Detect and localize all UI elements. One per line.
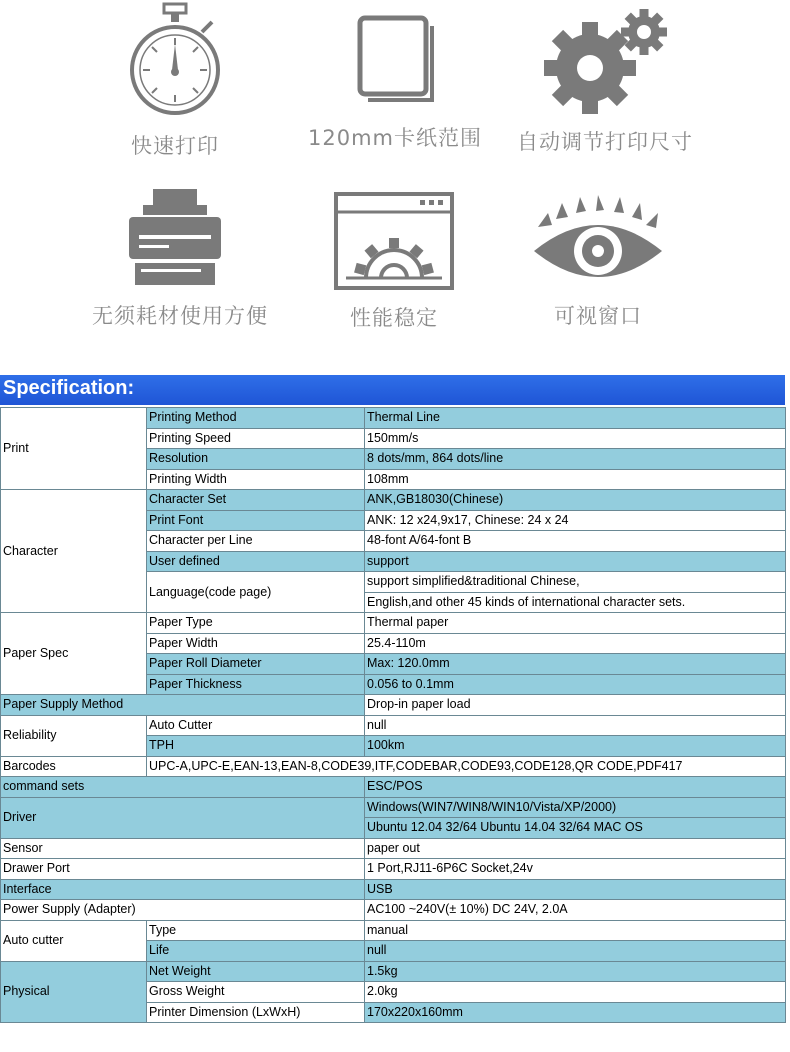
spec-value: Windows(WIN7/WIN8/WIN10/Vista/XP/2000)	[365, 797, 786, 818]
spec-label: Print Font	[147, 510, 365, 531]
spec-value: manual	[365, 920, 786, 941]
spec-value: Ubuntu 12.04 32/64 Ubuntu 14.04 32/64 MAC OS	[365, 818, 786, 839]
spec-value: ESC/POS	[365, 777, 786, 798]
spec-label: Paper Roll Diameter	[147, 654, 365, 675]
spec-label: Printing Width	[147, 469, 365, 490]
spec-label: Resolution	[147, 449, 365, 470]
group-cell: Paper Spec	[1, 613, 147, 695]
feature-icons-section	[0, 0, 790, 365]
spec-value: 2.0kg	[365, 982, 786, 1003]
spec-label: Paper Width	[147, 633, 365, 654]
spec-label: Character Set	[147, 490, 365, 511]
feature-label: 性能稳定	[350, 306, 438, 330]
feature-auto-adjust	[475, 6, 735, 156]
group-cell: Character	[1, 490, 147, 613]
table-row	[1, 715, 786, 736]
spec-value: null	[365, 715, 786, 736]
feature-label: 无须耗材使用方便	[92, 304, 268, 328]
spec-value: Thermal Line	[365, 408, 786, 429]
table-row	[1, 920, 786, 941]
stopwatch-icon	[120, 2, 230, 120]
spec-label: Driver	[1, 797, 365, 838]
group-cell: Reliability	[1, 715, 147, 756]
feature-label: 自动调节打印尺寸	[517, 130, 693, 154]
spec-value: AC100 ~240V(± 10%) DC 24V, 2.0A	[365, 900, 786, 921]
window-gear-icon	[332, 190, 456, 292]
spec-label: Paper Thickness	[147, 674, 365, 695]
feature-label: 可视窗口	[554, 304, 642, 328]
spec-value: 100km	[365, 736, 786, 757]
spec-label: Interface	[1, 879, 365, 900]
spec-value: support simplified&traditional Chinese,	[365, 572, 786, 593]
spec-label: Barcodes	[1, 756, 147, 777]
spec-label: Paper Supply Method	[1, 695, 365, 716]
printer-icon	[125, 185, 235, 290]
spec-value: Thermal paper	[365, 613, 786, 634]
spec-label: User defined	[147, 551, 365, 572]
table-row	[1, 900, 786, 921]
gears-icon	[530, 6, 680, 116]
spec-label: Gross Weight	[147, 982, 365, 1003]
spec-value: paper out	[365, 838, 786, 859]
table-row	[1, 838, 786, 859]
spec-value: UPC-A,UPC-E,EAN-13,EAN-8,CODE39,ITF,CODEBAR,CODE93,CODE128,QR CODE,PDF417	[147, 756, 786, 777]
spec-value: 170x220x160mm	[365, 1002, 786, 1023]
feature-label: 快速打印	[131, 134, 219, 158]
table-row	[1, 797, 786, 818]
spec-label: Net Weight	[147, 961, 365, 982]
table-row	[1, 777, 786, 798]
table-row	[1, 490, 786, 511]
table-row	[1, 879, 786, 900]
spec-label: Power Supply (Adapter)	[1, 900, 365, 921]
group-cell: Print	[1, 408, 147, 490]
spec-label: Paper Type	[147, 613, 365, 634]
spec-value: 25.4-110m	[365, 633, 786, 654]
spec-value: USB	[365, 879, 786, 900]
spec-label: Character per Line	[147, 531, 365, 552]
spec-label: Type	[147, 920, 365, 941]
spec-value: 48-font A/64-font B	[365, 531, 786, 552]
eye-icon	[528, 195, 668, 290]
spec-label: Sensor	[1, 838, 365, 859]
spec-label: Printing Speed	[147, 428, 365, 449]
spec-label: command sets	[1, 777, 365, 798]
feature-label: 120mm卡纸范围	[308, 126, 482, 150]
table-row	[1, 859, 786, 880]
spec-value: Drop-in paper load	[365, 695, 786, 716]
group-cell: Auto cutter	[1, 920, 147, 961]
spec-value: Max: 120.0mm	[365, 654, 786, 675]
spec-table	[0, 407, 786, 1023]
spec-label: Printing Method	[147, 408, 365, 429]
table-row	[1, 695, 786, 716]
spec-value: 8 dots/mm, 864 dots/line	[365, 449, 786, 470]
spec-label: Language(code page)	[147, 572, 365, 613]
spec-value: ANK: 12 x24,9x17, Chinese: 24 x 24	[365, 510, 786, 531]
table-row	[1, 408, 786, 429]
group-cell: Physical	[1, 961, 147, 1023]
spec-value: 0.056 to 0.1mm	[365, 674, 786, 695]
spec-label: Auto Cutter	[147, 715, 365, 736]
spec-value: 1 Port,RJ11-6P6C Socket,24v	[365, 859, 786, 880]
spec-label: Life	[147, 941, 365, 962]
spec-title-bar: Specification:	[0, 375, 785, 405]
spec-value: support	[365, 551, 786, 572]
spec-label: Printer Dimension (LxWxH)	[147, 1002, 365, 1023]
table-row	[1, 961, 786, 982]
spec-value: null	[365, 941, 786, 962]
feature-visual-window	[468, 195, 728, 330]
spec-label: TPH	[147, 736, 365, 757]
spec-label: Drawer Port	[1, 859, 365, 880]
paper-stack-icon	[340, 12, 450, 112]
table-row	[1, 756, 786, 777]
spec-value: English,and other 45 kinds of international character sets.	[365, 592, 786, 613]
table-row	[1, 613, 786, 634]
spec-value: 150mm/s	[365, 428, 786, 449]
spec-value: 108mm	[365, 469, 786, 490]
spec-value: 1.5kg	[365, 961, 786, 982]
spec-value: ANK,GB18030(Chinese)	[365, 490, 786, 511]
